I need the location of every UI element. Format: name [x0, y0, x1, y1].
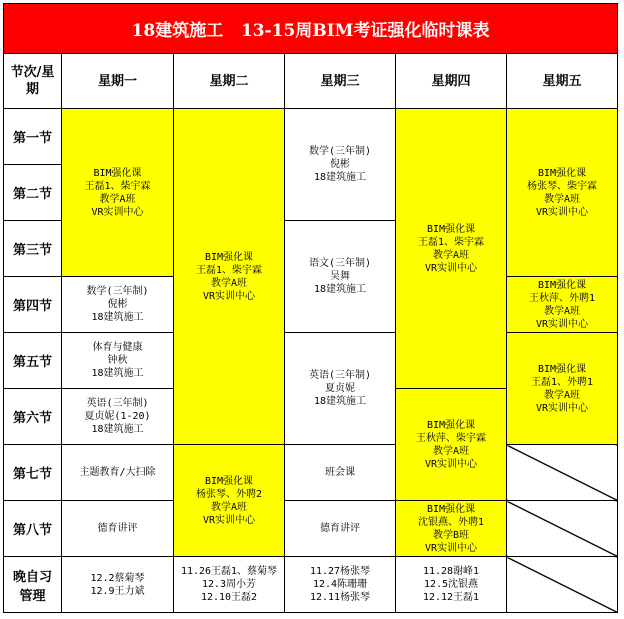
cell-line: 18建筑施工 — [313, 284, 367, 295]
period-label-8: 第八节 — [4, 501, 62, 557]
period-label-1: 第一节 — [4, 109, 62, 165]
day-header-monday: 星期一 — [62, 54, 174, 109]
corner-header-line2: 期 — [25, 82, 39, 97]
cell-line: 12.11杨张琴 — [309, 592, 371, 603]
cell-line: 王磊1、外聘1 — [530, 376, 594, 388]
cell-line: 教学A班 — [210, 277, 248, 289]
cell-line: 语文(三年制) — [308, 258, 372, 269]
cell-monday-p1-3 — [62, 109, 174, 277]
cell-line: VR实训中心 — [535, 206, 589, 218]
cell-line: 12.5沈银燕 — [423, 579, 479, 590]
cell-tuesday-evening — [174, 557, 285, 613]
corner-header-line1: 节次/星 — [10, 65, 55, 80]
cell-line: 德育讲评 — [320, 523, 360, 534]
cell-line: 夏贞妮(1-20) — [84, 411, 151, 422]
cell-line: BIM强化课 — [93, 167, 142, 179]
cell-thursday-p1-5 — [396, 109, 507, 389]
cell-friday-p7-empty — [507, 445, 618, 501]
cell-line: BIM强化课 — [537, 167, 587, 179]
cell-tuesday-p1-6 — [174, 109, 285, 445]
cell-line: BIM强化课 — [426, 503, 476, 515]
cell-line: 12.4陈珊珊 — [312, 579, 368, 590]
cell-line: 英语(三年制) — [308, 370, 372, 381]
cell-line: 教学A班 — [99, 193, 136, 205]
cell-line: 12.3周小芳 — [201, 579, 257, 590]
cell-line: 倪彬 — [330, 159, 350, 170]
cell-line: 钟秋 — [107, 355, 128, 366]
period-label-2: 第二节 — [4, 165, 62, 221]
cell-friday-p1-3 — [507, 109, 618, 277]
cell-monday-p4 — [62, 277, 174, 333]
cell-wednesday-p3-4 — [285, 221, 396, 333]
cell-wednesday-evening — [285, 557, 396, 613]
cell-line: 12.10王磊2 — [200, 592, 258, 603]
cell-line: 杨张琴、外聘2 — [195, 488, 263, 500]
cell-line: BIM强化课 — [537, 363, 587, 375]
cell-line: 王秋萍、柴宇霖 — [416, 432, 486, 444]
cell-line: 11.26王磊1、蔡菊琴 — [180, 566, 278, 577]
cell-thursday-p8 — [396, 501, 507, 557]
cell-line: 18建筑施工 — [91, 312, 144, 323]
cell-line: 18建筑施工 — [91, 424, 144, 435]
cell-wednesday-p1-2 — [285, 109, 396, 221]
cell-line: BIM强化课 — [204, 251, 254, 263]
evening-label-line1: 晚自习 — [12, 569, 52, 585]
cell-line: VR实训中心 — [202, 514, 256, 526]
cell-line: 教学A班 — [210, 501, 248, 513]
cell-line: 夏贞妮 — [325, 383, 355, 394]
cell-line: 数学(三年制) — [308, 146, 372, 157]
day-header-wednesday: 星期三 — [285, 54, 396, 109]
cell-line: 数学(三年制) — [86, 286, 149, 297]
cell-line: 教学A班 — [543, 389, 581, 401]
cell-monday-p7 — [62, 445, 174, 501]
cell-line: VR实训中心 — [535, 318, 589, 330]
day-header-tuesday: 星期二 — [174, 54, 285, 109]
evening-label-line2: 管理 — [19, 588, 46, 604]
timetable — [3, 3, 618, 613]
cell-line: VR实训中心 — [91, 206, 144, 218]
cell-line: 教学A班 — [543, 305, 581, 317]
cell-wednesday-p5-6 — [285, 333, 396, 445]
sheet-title: 18建筑施工 13-15周BIM考证强化临时课表 — [4, 4, 618, 54]
cell-line: BIM强化课 — [537, 279, 587, 291]
cell-line: 王磊1、柴宇霖 — [417, 236, 485, 248]
period-label-5: 第五节 — [4, 333, 62, 389]
cell-friday-evening-empty — [507, 557, 618, 613]
cell-line: BIM强化课 — [204, 475, 254, 487]
cell-line: VR实训中心 — [535, 402, 589, 414]
cell-line: 主题教育/大扫除 — [79, 467, 156, 478]
period-label-4: 第四节 — [4, 277, 62, 333]
cell-monday-p5 — [62, 333, 174, 389]
cell-line: 12.12王磊1 — [422, 592, 480, 603]
cell-line: 班会课 — [325, 467, 355, 478]
cell-tuesday-p7-8 — [174, 445, 285, 557]
cell-line: 吴舞 — [330, 271, 350, 282]
cell-line: VR实训中心 — [202, 290, 256, 302]
cell-line: VR实训中心 — [424, 262, 478, 274]
cell-line: VR实训中心 — [424, 542, 478, 554]
cell-wednesday-p7 — [285, 445, 396, 501]
cell-line: 11.28谢峰1 — [422, 566, 480, 577]
cell-line: 沈银燕、外聘1 — [417, 516, 485, 528]
cell-line: 杨张琴、柴宇霖 — [527, 180, 597, 192]
cell-line: BIM强化课 — [426, 223, 476, 235]
cell-line: 王磊1、柴宇霖 — [84, 180, 151, 192]
cell-line: 12.2蔡菊琴 — [90, 572, 145, 584]
cell-line: 18建筑施工 — [313, 396, 367, 407]
cell-line: 教学A班 — [543, 193, 581, 205]
cell-line: 18建筑施工 — [91, 368, 144, 379]
cell-line: 教学A班 — [432, 249, 470, 261]
cell-line: 德育讲评 — [97, 523, 138, 534]
cell-monday-p6 — [62, 389, 174, 445]
cell-friday-p5-6 — [507, 333, 618, 445]
cell-friday-p4 — [507, 277, 618, 333]
cell-line: 体育与健康 — [92, 342, 143, 353]
cell-line: 王秋萍、外聘1 — [528, 292, 596, 304]
day-header-friday: 星期五 — [507, 54, 618, 109]
cell-line: VR实训中心 — [424, 458, 478, 470]
cell-thursday-evening — [396, 557, 507, 613]
cell-line: 教学B班 — [432, 529, 470, 541]
period-label-3: 第三节 — [4, 221, 62, 277]
evening-label — [4, 557, 62, 613]
cell-line: 11.27杨张琴 — [309, 566, 371, 577]
period-label-6: 第六节 — [4, 389, 62, 445]
cell-line: 英语(三年制) — [86, 398, 149, 409]
cell-line: 12.9王力斌 — [90, 585, 145, 597]
cell-wednesday-p8 — [285, 501, 396, 557]
cell-friday-p8-empty — [507, 501, 618, 557]
day-header-thursday: 星期四 — [396, 54, 507, 109]
corner-header — [4, 54, 62, 109]
cell-line: 倪彬 — [107, 299, 128, 310]
cell-line: 王磊1、柴宇霖 — [195, 264, 263, 276]
cell-line: 教学A班 — [432, 445, 470, 457]
cell-monday-p8 — [62, 501, 174, 557]
cell-thursday-p6-7 — [396, 389, 507, 501]
cell-line: 18建筑施工 — [313, 172, 367, 183]
cell-monday-evening — [62, 557, 174, 613]
cell-line: BIM强化课 — [426, 419, 476, 431]
period-label-7: 第七节 — [4, 445, 62, 501]
